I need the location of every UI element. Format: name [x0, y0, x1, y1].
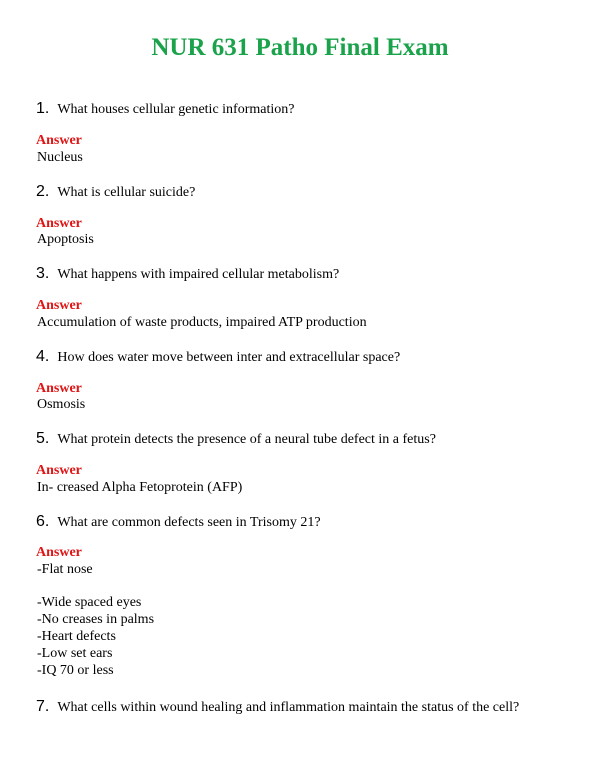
answer-text: -IQ 70 or less — [37, 663, 114, 678]
question-7 — [36, 698, 519, 716]
answer-label: Answer — [36, 298, 82, 313]
answer-text: -No creases in palms — [37, 612, 155, 627]
question-number: 2. — [36, 183, 50, 200]
question-number: 1. — [36, 100, 50, 117]
question-text: What happens with impaired cellular metabolism? — [57, 267, 340, 282]
answer-text: Osmosis — [37, 397, 86, 412]
page-title: NUR 631 Patho Final Exam — [151, 34, 449, 61]
answer-label: Answer — [36, 216, 82, 231]
answer-text: Accumulation of waste products, impaired ATP production — [37, 315, 367, 330]
answer-text: Apoptosis — [37, 232, 94, 247]
question-6 — [36, 513, 321, 531]
question-5 — [36, 430, 436, 448]
answer-text: Nucleus — [37, 150, 83, 165]
question-text: What houses cellular genetic information? — [57, 102, 295, 117]
question-text: What is cellular suicide? — [57, 185, 196, 200]
question-number: 3. — [36, 265, 50, 282]
answer-label: Answer — [36, 133, 82, 148]
question-number: 6. — [36, 513, 50, 530]
question-text: What are common defects seen in Trisomy 21? — [57, 515, 321, 530]
answer-text: In- creased Alpha Fetoprotein (AFP) — [37, 480, 243, 495]
question-number: 4. — [36, 348, 50, 365]
answer-label: Answer — [36, 545, 82, 560]
question-text: What protein detects the presence of a neural tube defect in a fetus? — [57, 432, 436, 447]
question-3 — [36, 265, 339, 283]
answer-text: -Wide spaced eyes — [37, 595, 142, 610]
question-text: How does water move between inter and extracellular space? — [57, 350, 401, 365]
question-number: 5. — [36, 430, 50, 447]
answer-text: -Low set ears — [37, 646, 113, 661]
answer-text: -Flat nose — [37, 562, 93, 577]
question-2 — [36, 183, 195, 201]
answer-text: -Heart defects — [37, 629, 116, 644]
question-4 — [36, 348, 400, 366]
question-number: 7. — [36, 698, 50, 715]
answer-label: Answer — [36, 463, 82, 478]
answer-label: Answer — [36, 381, 82, 396]
question-text: What cells within wound healing and inflammation maintain the status of the cell? — [57, 700, 520, 715]
question-1 — [36, 100, 294, 118]
